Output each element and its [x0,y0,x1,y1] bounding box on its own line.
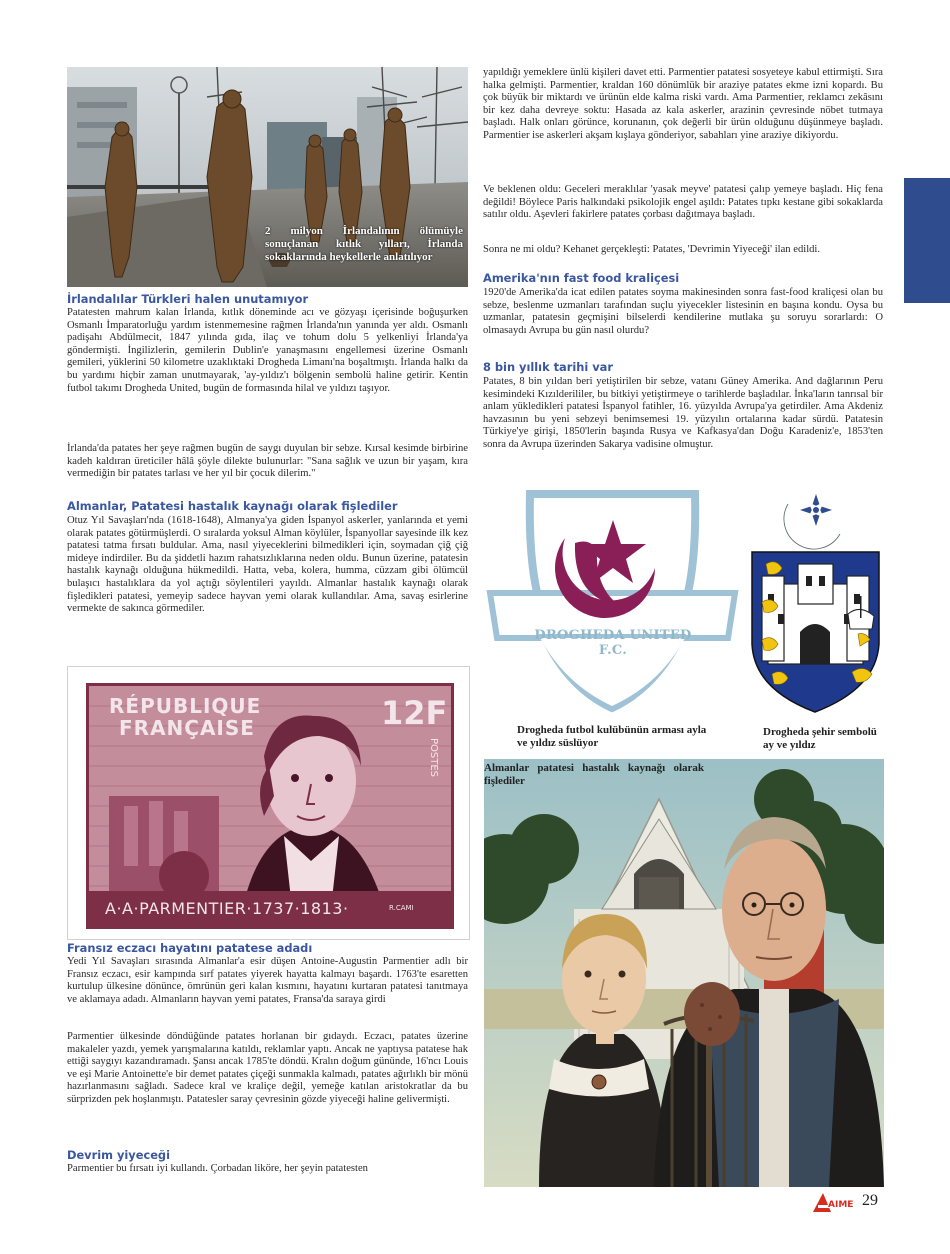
famine-photo-caption: 2 milyon İrlandalının ölümüyle sonuçlanan kıtlık yılları, İrlanda sokaklarında heykellerle anlatılıyor [265,225,463,263]
american-gothic-painting [484,759,884,1187]
section-tab [904,178,950,303]
drogheda-city-arms [748,484,883,714]
city-arms-illustration [748,484,883,714]
stamp-postes: POSTES [428,738,439,778]
drogheda-united-crest [485,488,740,713]
history-paragraph: Patates, 8 bin yıldan beri yetiştirilen bir sebze, vatanı Güney Amerika. And dağlarının Peru kesimindeki Kızılderililer, bu bitkiyi yetiştirmeye o tarihlerde başladılar. İnka'ların tanrısal bir anlam yükledikleri patatesi İspanyol fatihler, 16. yüzyılda Avrupa'ya getirdiler. Ama Akdeniz havzasının bu yeni sebzeyi benimsemesi 19. yüzyılın ortalarına kadar sürdü. Patatesin Türkiye'ye girişi, 1850'lerin başında Rusya ve Kafkasya'dan Doğu Karadeniz'e, 1853'ten sonra da Avrupa üzerinden Sakarya vadisine olmuştur. [483,376,883,450]
section-heading-america: Amerika'nın fast food kraliçesi [483,271,680,285]
section-heading-revolution: Devrim yiyeceği [67,1148,170,1162]
crest-banner-text: DROGHEDA UNITED F.C. [534,628,692,658]
section-heading-irish: İrlandalılar Türkleri halen unutamıyor [67,292,309,306]
french-paragraph-2: Parmentier ülkesinde döndüğünde patates horlanan bir gıdaydı. Eczacı, patates üzerine makaleler yazdı, yemek yarışmalarına katıldı, reklamlar yaptı. Ancak ne yaptıysa patatese hak ettiği saygıyı kazandıramadı. Şansı ancak 1785'te döndü. Kralın doğum gününde, 16'ncı Louis ve eşi Marie Antoinette'e bir demet patates çiçeği sunmakla kalmadı, patates ağırlıklı bir mönü hazırlanmasını sağladı. Sadece kral ve kraliçe değil, yemeğe katılan aristokratlar da bu sürprizden pek hoşlanmıştı. Patatesler saray çevresinin gözde yiyeceği haline gelivermişti. [67,1031,468,1105]
section-heading-germans: Almanlar, Patatesi hastalık kaynağı olarak fişlediler [67,499,398,513]
stamp-engraver: R.CAMI [389,904,414,912]
stamp-francaise: FRANÇAISE [119,716,255,740]
football-crest-illustration [485,488,740,713]
irish-paragraph-1: Patatesten mahrum kalan İrlanda, kıtlık döneminde acı ve gözyaşı içerisinde boğuşurken Osmanlı İmparatorluğu yardım istenmemesine rağmen İrlanda'nın yanında yer aldı. Osmanlı padişahı Abdülmecit, 1847 yılında gıda, ilaç ve tohum dolu 5 yelkenliyi İrlanda'ya göndermişti. İngilizlerin, gemilerin Dublin'e yanaşmasını engellemesi üzerine Osmanlı gemileri, yüklerini 50 kilometre uzaklıktaki Drogheda Limanı'na boşaltmıştı. İrlanda halkı da bu yardımı hiçbir zaman unutmayarak, 'ay-yıldız'ı bölgenin sembolü haline getirir. Kentin futbol takımı Drogheda United, bugün de formasında hilal ve yıldızı taşıyor. [67,307,468,394]
french-paragraph-1: Yedi Yıl Savaşları sırasında Almanlar'a esir düşen Antoine-Augustin Parmentier adlı bir Fransız eczacı, esir kampında sırf patates yiyerek hayatta kalmayı başardı. 1763'te esaretten kurtulup ülkesine dönünce, ömrünün geri kalan kısmını, hayatını kurtaran patatesi tanıtmaya ve aklamaya adadı. Almanların hayvan yemi patates, Fransa'da saraya girdi [67,956,468,1005]
stamp-name: A·A·PARMENTIER·1737·1813· [105,899,349,918]
painting-caption: Almanlar patatesi hastalık kaynağı olarak fişlediler [484,762,704,787]
football-crest-caption: Drogheda futbol kulübünün arması ayla ve yıldız süslüyor [517,724,707,749]
section-heading-history: 8 bin yıllık tarihi var [483,360,613,374]
famine-statues-photo [67,67,468,287]
stamp-republique: RÉPUBLIQUE [109,694,262,718]
logo-text: AIME [828,1200,854,1210]
irish-paragraph-2: İrlanda'da patates her şeye rağmen bugün de saygı duyulan bir sebze. Kırsal kesimde birbirine kadeh kaldıran üreticiler hâlâ şöyle dilekte bulunurlar: "Sana sağlık ve uzun bir yaşam, kıra vermediğin bir patates tarlası ve her yıl bir çocuk dilerim." [67,443,468,480]
section-heading-french: Fransız eczacı hayatını patatese adadı [67,941,313,955]
germans-paragraph: Otuz Yıl Savaşları'nda (1618-1648), Almanya'ya giden İspanyol askerler, yanlarında et yemi olarak patates götürmüşlerdi. O sıralarda yoksul Alman köylüler, İspanyollar sayesinde ilk kez patatesi tatma fırsatı buldular. Ama, nasıl yiyeceklerini bilmedikleri için, soymadan çiğ çiğ mideye indirdiler. Bu da şiddetli hazım rahatsızlıklarına neden oldu. Bunun üzerine, patatesin hastalık kaynağı olduğuna hükmedildi. Hatta, veba, kolera, humma, cüzzam gibi ölümcül bulaşıcı hastalıklara da yol açtığı söylentileri yayıldı. Almanlar hastalık kaynağı olarak fişledikleri patatesi, yemeyip sadece hayvan yemi olarak kullandılar. Ama, savaş esirlerine vermekte de sakınca görmediler. [67,515,468,615]
page-number: 29 [862,1192,878,1209]
painting-illustration [484,759,884,1187]
right-paragraph-2: Ve beklenen oldu: Geceleri meraklılar 'yasak meyve' patatesi çalıp yemeye başladı. Hiç fena değildi! Böylece Paris halkındaki psikolojik engel aşıldı: Patates tıpkı kestane gibi sokaklarda satılır oldu. Aşevleri fakirlere patates çorbası dağıtmaya başladı. [483,184,883,221]
magazine-logo [810,1190,860,1216]
right-paragraph-3: Sonra ne mi oldu? Kehanet gerçekleşti: Patates, 'Devrimin Yiyeceği' ilan edildi. [483,244,821,255]
revolution-paragraph: Parmentier bu fırsatı iyi kullandı. Çorbadan liköre, her şeyin patatesten [67,1163,368,1174]
america-paragraph: 1920'de Amerika'da icat edilen patates soyma makinesinden sonra fast-food kraliçesi olan bu sebze, beslenme uzmanları tarafından suçlu yiyecekler listesinin en başına kondu. Oysa bu uzmanlar, patatesin geçmişini bilselerdi kendilerine mutlaka şu soruyu sorarlardı: O olmasaydı Avrupa bu gün nasıl olurdu? [483,287,883,336]
stamp-face [86,683,454,929]
right-paragraph-1: yapıldığı yemeklere ünlü kişileri davet etti. Parmentier patatesi sosyeteye kabul ettirmişti. Sıra halka gelmişti. Parmentier, kraldan 160 dönümlük bir araziye patates ekme izni kopardı. Bu çok büyük bir miktardı ve ürünün elde kalma riski vardı. Ama Parmentier, reklamcı zekâsını bir kez daha devreye soktu: Hasada az kala askerler, arazinin çevresinde nöbet tutmaya başladı. Halk onları görünce, korunanın, çok değerli bir ürün olduğunu düşünmeye başladı. Parmentier ise askerleri akşam kışlaya gönderiyor, sabahları yine araziye dikiyordu. [483,67,883,141]
city-arms-caption: Drogheda şehir sembolü ay ve yıldız [763,726,877,751]
stamp-value: 12F [381,694,448,732]
parmentier-stamp [67,666,470,940]
